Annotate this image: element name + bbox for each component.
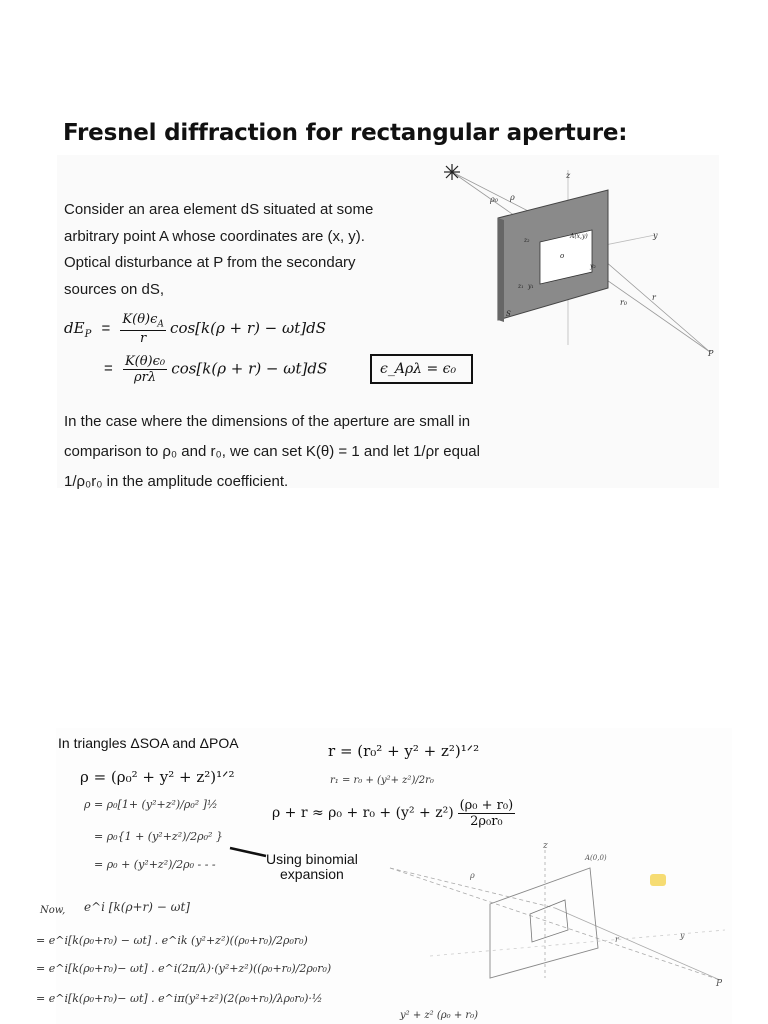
sketch-ray-3 — [555, 908, 720, 980]
fig-label-rho0: ρ₀ — [490, 195, 498, 204]
hand-exp-4: = e^i[k(ρ₀+r₀)− ωt] . e^iπ(y²+z²)(2(ρ₀+r₀)/λρ₀r₀)·½ — [36, 992, 323, 1005]
hand-exp-2: = e^i[k(ρ₀+r₀) − ωt] . e^ik (y²+z²)((ρ₀+r₀)/2ρ₀r₀) — [36, 934, 308, 947]
eq2-numerator: K(θ)ϵ₀ — [124, 354, 166, 369]
aperture-sketch — [380, 838, 730, 988]
binomial-line-2: expansion — [280, 866, 344, 882]
sketch-label-a: A(0,0) — [585, 854, 607, 862]
hand-line-1: ρ = ρ₀[1+ (y²+z²)/ρ₀² ]½ — [84, 798, 218, 811]
aperture-diagram — [440, 160, 720, 370]
fig-label-r0: r₀ — [620, 298, 628, 307]
eq-rho: ρ = (ρ₀² + y² + z²)¹ᐟ² — [80, 768, 235, 786]
eq1-fraction — [120, 312, 165, 346]
eq1-lhs-sub: P — [84, 328, 92, 340]
paragraph — [64, 407, 554, 497]
intro-line-4: sources on dS, — [64, 280, 165, 298]
hand-r: r₁ = r₀ + (y²+ z²)/2r₀ — [330, 775, 434, 786]
equation-2 — [104, 354, 327, 385]
binomial-pointer — [228, 845, 268, 859]
triangles-heading: In triangles ΔSOA and ΔPOA — [58, 735, 239, 751]
fig-label-a: A(x,y) — [570, 233, 588, 240]
para-line-1: In the case where the dimensions of the aperture are small in — [64, 413, 471, 430]
screen-edge — [498, 218, 504, 322]
sketch-label-r: r — [615, 935, 619, 944]
sketch-ray-1 — [390, 868, 720, 980]
hand-line-3: = ρ₀ + (y²+z²)/2ρ₀ - - - — [94, 858, 216, 871]
eq1-numerator-sub: A — [157, 319, 164, 330]
fig-label-r: r — [652, 293, 656, 302]
fig-label-y2: y₂ — [590, 263, 596, 270]
eq2-fraction — [123, 354, 167, 385]
fig-label-z2: z₂ — [524, 237, 530, 244]
equation-1 — [64, 312, 326, 346]
star-source-icon — [444, 164, 460, 180]
eq-sum-lhs: ρ + r ≈ ρ₀ + r₀ + (y² + z²) — [272, 805, 454, 822]
eq1-numerator: K(θ)ϵ — [122, 312, 158, 327]
sticky-note-icon — [650, 874, 666, 886]
fig-label-z: z — [566, 171, 571, 180]
sketch-label-y: y — [680, 931, 685, 940]
fig-label-z1: z₁ — [518, 283, 524, 290]
eq2-denominator: ρrλ — [133, 370, 157, 385]
eq-sum-denominator: 2ρ₀r₀ — [470, 814, 503, 829]
para-line-3: 1/ρ₀r₀ in the amplitude coefficient. — [64, 473, 289, 490]
eq2-equals: = — [104, 360, 113, 378]
eq2-rest: cos[k(ρ + r) − ωt]dS — [171, 359, 328, 378]
intro-line-1: Consider an area element dS situated at some — [64, 201, 374, 218]
para-line-2: comparison to ρ₀ and r₀, we can set K(θ) = 1 and let 1/ρr equal — [64, 443, 480, 460]
fig-label-y1: y₁ — [528, 283, 534, 290]
fig-label-s: S — [506, 310, 511, 318]
sketch-label-p: P — [716, 979, 723, 988]
fig-label-y: y — [653, 231, 658, 240]
intro-line-3: Optical disturbance at P from the secondary — [64, 254, 356, 271]
eq1-equals: = — [101, 319, 111, 337]
eq1-denominator: r — [140, 330, 147, 346]
sketch-screen — [490, 868, 598, 978]
boxed-relation: ϵ_Aρλ = ϵ₀ — [370, 354, 473, 384]
intro-line-2: arbitrary point A whose coordinates are (x, y). — [64, 227, 365, 245]
sketch-opening — [530, 900, 568, 942]
hand-line-2: = ρ₀{1 + (y²+z²)/2ρ₀² } — [94, 830, 223, 843]
hand-now: Now, — [40, 905, 66, 916]
hand-exp-1: e^i [k(ρ+r) − ωt] — [84, 900, 190, 914]
binomial-note — [266, 852, 358, 882]
eq1-rest: cos[k(ρ + r) − ωt]dS — [170, 318, 327, 337]
sketch-label-rho: ρ — [470, 871, 475, 880]
fig-label-rho: ρ — [510, 193, 515, 202]
page-title: Fresnel diffraction for rectangular aperture: — [63, 120, 628, 146]
sketch-label-z: z — [543, 841, 548, 851]
eq-sum-fraction — [458, 798, 516, 829]
eq-sum-numerator: (ρ₀ + r₀) — [459, 798, 514, 813]
eq1-lhs: dE — [64, 318, 85, 337]
fig-label-p: P — [708, 349, 714, 358]
eq-sum — [272, 798, 515, 829]
eq-r: r = (r₀² + y² + z²)¹ᐟ² — [328, 742, 480, 760]
hand-exp-3: = e^i[k(ρ₀+r₀)− ωt] . e^i(2π/λ)·(y²+z²)((ρ₀+r₀)/2ρ₀r₀) — [36, 962, 332, 975]
intro-text — [64, 197, 464, 303]
binomial-line-1: Using binomial — [266, 851, 358, 867]
hand-bottom: y² + z² (ρ₀ + r₀) — [400, 1010, 479, 1021]
fig-label-o: o — [560, 252, 565, 260]
